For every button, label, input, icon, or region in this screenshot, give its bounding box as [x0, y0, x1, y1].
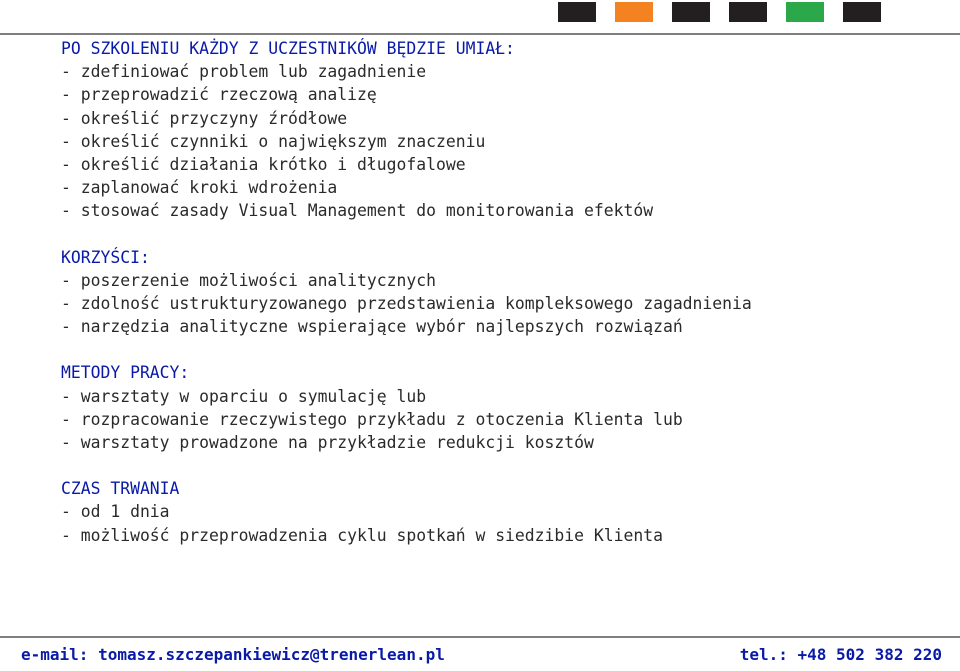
list-item: - od 1 dnia: [61, 502, 170, 522]
square-1: [558, 2, 596, 22]
list-item: - określić przyczyny źródłowe: [61, 108, 348, 128]
footer-email[interactable]: e-mail: tomasz.szczepankiewicz@trenerlean.pl: [21, 645, 445, 664]
bottom-divider: [0, 636, 960, 638]
list-item: - rozpracowanie rzeczywistego przykładu z otoczenia Klienta lub: [61, 409, 683, 429]
list-item: - narzędzia analityczne wspierające wybór najlepszych rozwiązań: [61, 317, 683, 337]
square-4: [729, 2, 767, 22]
square-6: [843, 2, 881, 22]
list-item: - zdefiniować problem lub zagadnienie: [61, 62, 427, 82]
section-heading: METODY PRACY:: [61, 363, 190, 383]
list-item: - poszerzenie możliwości analitycznych: [61, 270, 436, 290]
list-item: - określić czynniki o największym znaczeniu: [61, 131, 486, 151]
document-content: [61, 37, 941, 570]
section-methods: [61, 361, 941, 454]
section-duration: [61, 477, 941, 547]
list-item: - warsztaty w oparciu o symulację lub: [61, 386, 427, 406]
list-item: - zaplanować kroki wdrożenia: [61, 178, 338, 198]
list-item: - możliwość przeprowadzenia cyklu spotkań w siedzibie Klienta: [61, 525, 663, 545]
list-item: - określić działania krótko i długofalowe: [61, 155, 466, 175]
square-3: [672, 2, 710, 22]
section-heading: KORZYŚCI:: [61, 247, 150, 267]
list-item: - warsztaty prowadzone na przykładzie redukcji kosztów: [61, 433, 594, 453]
list-item: - przeprowadzić rzeczową analizę: [61, 85, 377, 105]
top-divider: [0, 33, 960, 35]
top-color-bar: [558, 2, 881, 22]
square-2: [615, 2, 653, 22]
list-item: - zdolność ustrukturyzowanego przedstawienia kompleksowego zagadnienia: [61, 294, 752, 314]
section-heading: CZAS TRWANIA: [61, 479, 180, 499]
section-heading: PO SZKOLENIU KAŻDY Z UCZESTNIKÓW BĘDZIE UMIAŁ:: [61, 39, 515, 58]
section-benefits: [61, 246, 941, 339]
square-5: [786, 2, 824, 22]
section-outcomes: [61, 37, 941, 223]
footer-phone[interactable]: tel.: +48 502 382 220: [739, 645, 942, 664]
list-item: - stosować zasady Visual Management do monitorowania efektów: [61, 201, 654, 221]
